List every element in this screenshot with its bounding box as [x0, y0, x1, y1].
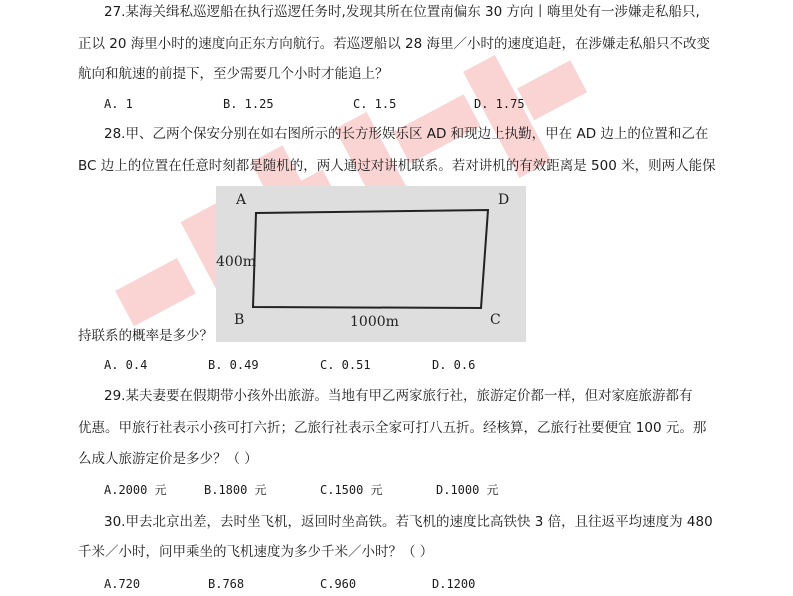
q28-option-b: B. 0.49	[208, 358, 259, 372]
q30-option-c: C.960	[320, 577, 357, 591]
q29-option-d: D.1000 元	[436, 483, 499, 497]
q27-line-3: 航向和航速的前提下，至少需要几个小时才能追上？	[78, 66, 389, 82]
q30-option-a: A.720	[104, 577, 141, 591]
q27-option-b: B. 1.25	[223, 97, 274, 111]
q28-option-a: A. 0.4	[104, 358, 148, 372]
q28-option-c: C. 0.51	[320, 358, 371, 372]
q29-option-c: C.1500 元	[320, 483, 383, 497]
q27-line-1: 27.某海关缉私巡逻船在执行巡逻任务时,发现其所在位置南偏东 30 方向丨嗨里处有一涉嫌走私船只,	[104, 4, 700, 20]
q29-option-a: A.2000 元	[104, 483, 167, 497]
q28-line-2: BC 边上的位置在任意时刻都是随机的，两人通过对讲机联系。若对讲机的有效距离是 500 米，则两人能保	[78, 158, 716, 174]
q30-option-d: D.1200	[432, 577, 476, 591]
q29-line-3: 么成人旅游定价是多少？（ ）	[78, 451, 258, 467]
vertex-label-c: C	[490, 312, 501, 328]
q29-option-b: B.1800 元	[204, 483, 267, 497]
rectangle-figure	[216, 186, 526, 342]
vertex-label-d: D	[498, 192, 510, 208]
q27-line-2: 正以 20 海里小时的速度向正东方向航行。若巡逻船以 28 海里／小时的速度追赶，在涉嫌走私船只不改变	[78, 36, 711, 52]
side-length-label: 400m	[216, 254, 256, 270]
width-length-label: 1000m	[350, 314, 399, 330]
q27-option-d: D. 1.75	[474, 97, 525, 111]
rectangle-outline	[253, 210, 488, 308]
q27-option-c: C. 1.5	[353, 97, 397, 111]
q28-line-1: 28.甲、乙两个保安分别在如右图所示的长方形娱乐区 AD 和现边上执勤，甲在 AD 边上的位置和乙在	[104, 126, 709, 142]
vertex-label-a: A	[236, 192, 247, 208]
q29-line-1: 29.某夫妻要在假期带小孩外出旅游。当地有甲乙两家旅行社，旅游定价都一样，但对家庭旅游都有	[104, 388, 693, 404]
vertex-label-b: B	[234, 312, 245, 328]
q30-option-b: B.768	[208, 577, 245, 591]
q28-line-3: 持联系的概率是多少？	[78, 328, 213, 344]
q30-line-1: 30.甲去北京出差，去时坐飞机，返回时坐高铁。若飞机的速度比高铁快 3 倍，且往返平均速度为 480	[104, 514, 713, 530]
q27-option-a: A. 1	[104, 97, 133, 111]
q29-line-2: 优惠。甲旅行社表示小孩可打六折；乙旅行社表示全家可打八五折。经核算，乙旅行社要便宜 100 元。那	[78, 420, 707, 436]
q30-line-2: 千米／小时，问甲乘坐的飞机速度为多少千米／小时？（ ）	[78, 544, 434, 560]
q28-option-d: D. 0.6	[432, 358, 476, 372]
